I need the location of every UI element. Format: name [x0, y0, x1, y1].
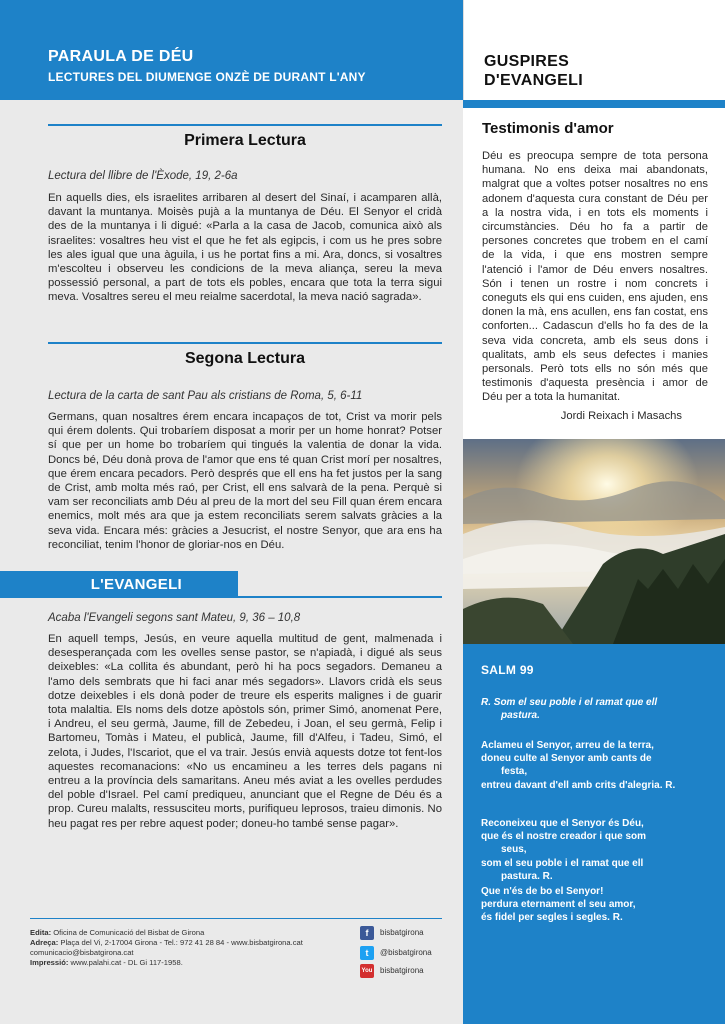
mountain-sunrise-image [463, 439, 725, 644]
right-header-divider [463, 100, 725, 108]
segona-lectura-text: Germans, quan nosaltres érem encara incapaços de tot, Crist va morir pels qui érem dolents. Qui trobaríem disposat a morir per un home honrat? Potser sí que per un home bo trobaríem qui tingués la valentia de donar la vida. Doncs bé, Déu donà prova de l'amor que ens té quan Crist morí per nosaltres, que érem encara pecadors. Però després que ell ens ha fet justos per la sang de Crist, amb molta més raó, per Crist, ell ens salvarà de la pena. Perquè si vam ser reconciliats amb Déu al preu de la mort del seu Fill quan érem encara enemics, molt més ara que ja estem reconciliats serem salvats gràcies a la seva vida. Encara més: gràcies a Jesucrist, el nostre Senyor, que ara ens ha reconciliat, tenim l'honor de gloriar-nos en Déu. [48, 411, 442, 551]
page-subtitle: LECTURES DEL DIUMENGE ONZÈ DE DURANT L'ANY [48, 70, 366, 84]
primera-lectura-reference: Lectura del llibre de l'Èxode, 19, 2-6a [48, 170, 238, 182]
guspires-title [484, 52, 583, 90]
edita-label: Edita: [30, 928, 52, 937]
psalm-line: pastura. [501, 710, 540, 722]
psalm-title: SALM 99 [481, 663, 534, 677]
twitter-icon: t [360, 946, 374, 960]
section-divider [48, 342, 442, 344]
section-title: Segona Lectura [184, 350, 306, 367]
psalm-line: entreu davant d'ell amb crits d'alegria. R. [481, 779, 676, 791]
page-title: PARAULA DE DÉU [48, 48, 194, 65]
left-header-banner [0, 0, 463, 100]
section-title: L'EVANGELI [90, 576, 182, 593]
psalm-stanza-3 [481, 885, 717, 925]
psalm-panel [463, 644, 725, 1024]
facebook-link[interactable] [360, 926, 460, 942]
psalm-line: és fidel per segles i segles. R. [481, 912, 623, 924]
guspires-title-line1: GUSPIRES [484, 53, 570, 70]
primera-lectura-heading [48, 124, 442, 154]
psalm-response [481, 696, 717, 722]
commentary-text: Déu es preocupa sempre de tota persona humana. No ens deixa mai abandonats, malgrat que a voltes potser nosaltres no ens adonem d'aquesta cura constant de Déu per a la nostra vida, i en tots els moments i circumstàncies. Déu ho fa a partir de persones concretes que trobem en el camí de la vida, i que ens mostren sempre l'atenció i l'amor de Déu envers nosaltres. Són i tenen un rostre i nom concrets i coneguts els qui ens cuiden, ens ajuden, ens donen la mà, ens acullen, ens fan costat, ens conforten... Cadascun d'ells ho fa des de la seva vida concreta, amb els seus dons i qualitats, amb els seus defectes i manies personals. Però tots ells no són més que testimonis d'aquesta presència i amor de Déu per a tota la humanitat. [482, 150, 708, 404]
publisher-info [30, 928, 360, 968]
edita-value: Oficina de Comunicació del Bisbat de Girona [53, 928, 205, 937]
evangeli-reference: Acaba l'Evangeli segons sant Mateu, 9, 36 – 10,8 [48, 612, 301, 624]
psalm-line: doneu culte al Senyor amb cants de [481, 753, 652, 765]
evangeli-text: En aquell temps, Jesús, en veure aquella multitud de gent, malmenada i desesperançada com les ovelles sense pastor, se n'apiadà, i digué als seus deixebles: «La collita és abundant, però hi ha pocs segadors. Demaneu a l'amo dels sembrats que hi faci anar més segadors». Llavors cridà els seus dotze deixebles i els donà poder de treure els esperits malignes i de guarir tota malaltia. Els noms dels dotze apòstols són, primer Simó, anomenat Pere, i Andreu, el seu germà, Jaume, fill de Zebedeu, i Joan, el seu germà, Felip i Bartomeu, Tomàs i Mateu, el publicà, Jaume, fill d'Alfeu, i Tadeu, Simó, el zelota, i Judes, l'Iscariot, que el va trair. Jesús envià aquests dotze tot fent-los aquestes recomanacions: «No us encamineu a les terres dels pagans ni entreu a la província dels samaritans. Aneu més aviat a les ovelles perdudes del poble d'Israel. Pel camí prediqueu, anunciant que el Regne de Déu és a prop. Cureu malalts, ressusciteu morts, purifiqueu leprosos, traieu dimonis. No heu pagat res per rebre aquest poder; doneu-ho també sense pagar». [48, 633, 442, 830]
commentary-title: Testimonis d'amor [482, 120, 614, 137]
psalm-line: R. Som el seu poble i el ramat que ell [481, 697, 658, 708]
psalm-line: Aclameu el Senyor, arreu de la terra, [481, 740, 654, 751]
adreca-value: Plaça del Vi, 2-17004 Girona - Tel.: 972 41 28 84 - www.bisbatgirona.cat [60, 938, 303, 947]
guspires-title-line2: D'EVANGELI [484, 72, 583, 89]
primera-lectura-text: En aquells dies, els israelites arribaren al desert del Sinaí, i acamparen allà, davant la muntanya. Moisès pujà a la muntanya de Déu. El Senyor el cridà des de la muntanya i li digué: «Parla a la casa de Jacob, comunica això als israelites: vosaltres heu vist el que he fet als egipcis, i com us he pres sobre les ales igual que una àguila, i us he portat fins a mi. Ara, doncs, si vosaltres m'escolteu i observeu les condicions de la meva aliança, sereu la meva possessió personal, a part de tots els pobles, encara que tota la terra sigui meva. Vosaltres sereu el meu reialme sacerdotal, la meva nació sagrada». [48, 192, 442, 304]
psalm-line: que és el nostre creador i que som [481, 831, 647, 843]
facebook-icon: f [360, 926, 374, 940]
right-header [463, 0, 725, 100]
segona-lectura-heading [48, 342, 442, 372]
evangeli-heading [0, 571, 238, 598]
psalm-line: seus, [501, 844, 527, 856]
facebook-handle: bisbatgirona [380, 928, 424, 937]
youtube-icon: You [360, 964, 374, 978]
landscape-photo [463, 439, 725, 644]
psalm-line: som el seu poble i el ramat que ell [481, 857, 644, 869]
psalm-line: festa, [501, 766, 528, 778]
psalm-line: perdura eternament el seu amor, [481, 899, 636, 911]
impressio-label: Impressió: [30, 958, 69, 967]
twitter-link[interactable] [360, 946, 460, 962]
section-title: Primera Lectura [184, 132, 306, 149]
section-divider [48, 124, 442, 126]
psalm-stanza-2 [481, 817, 717, 883]
impressio-value: www.palahi.cat - DL Gi 117-1958. [70, 958, 183, 967]
youtube-handle: bisbatgirona [380, 966, 424, 975]
psalm-line: pastura. R. [501, 870, 553, 882]
youtube-link[interactable] [360, 964, 460, 980]
commentary-author: Jordi Reixach i Masachs [560, 410, 682, 422]
section-divider [238, 596, 442, 598]
contact-email[interactable]: comunicacio@bisbatgirona.cat [30, 948, 134, 957]
twitter-handle: @bisbatgirona [380, 948, 432, 957]
psalm-line: Reconeixeu que el Senyor és Déu, [481, 818, 644, 829]
psalm-stanza-1 [481, 739, 717, 792]
adreca-label: Adreça: [30, 938, 59, 947]
psalm-line: Que n'és de bo el Senyor! [481, 886, 604, 897]
footer-divider [30, 918, 442, 919]
segona-lectura-reference: Lectura de la carta de sant Pau als cristians de Roma, 5, 6-11 [48, 390, 363, 402]
